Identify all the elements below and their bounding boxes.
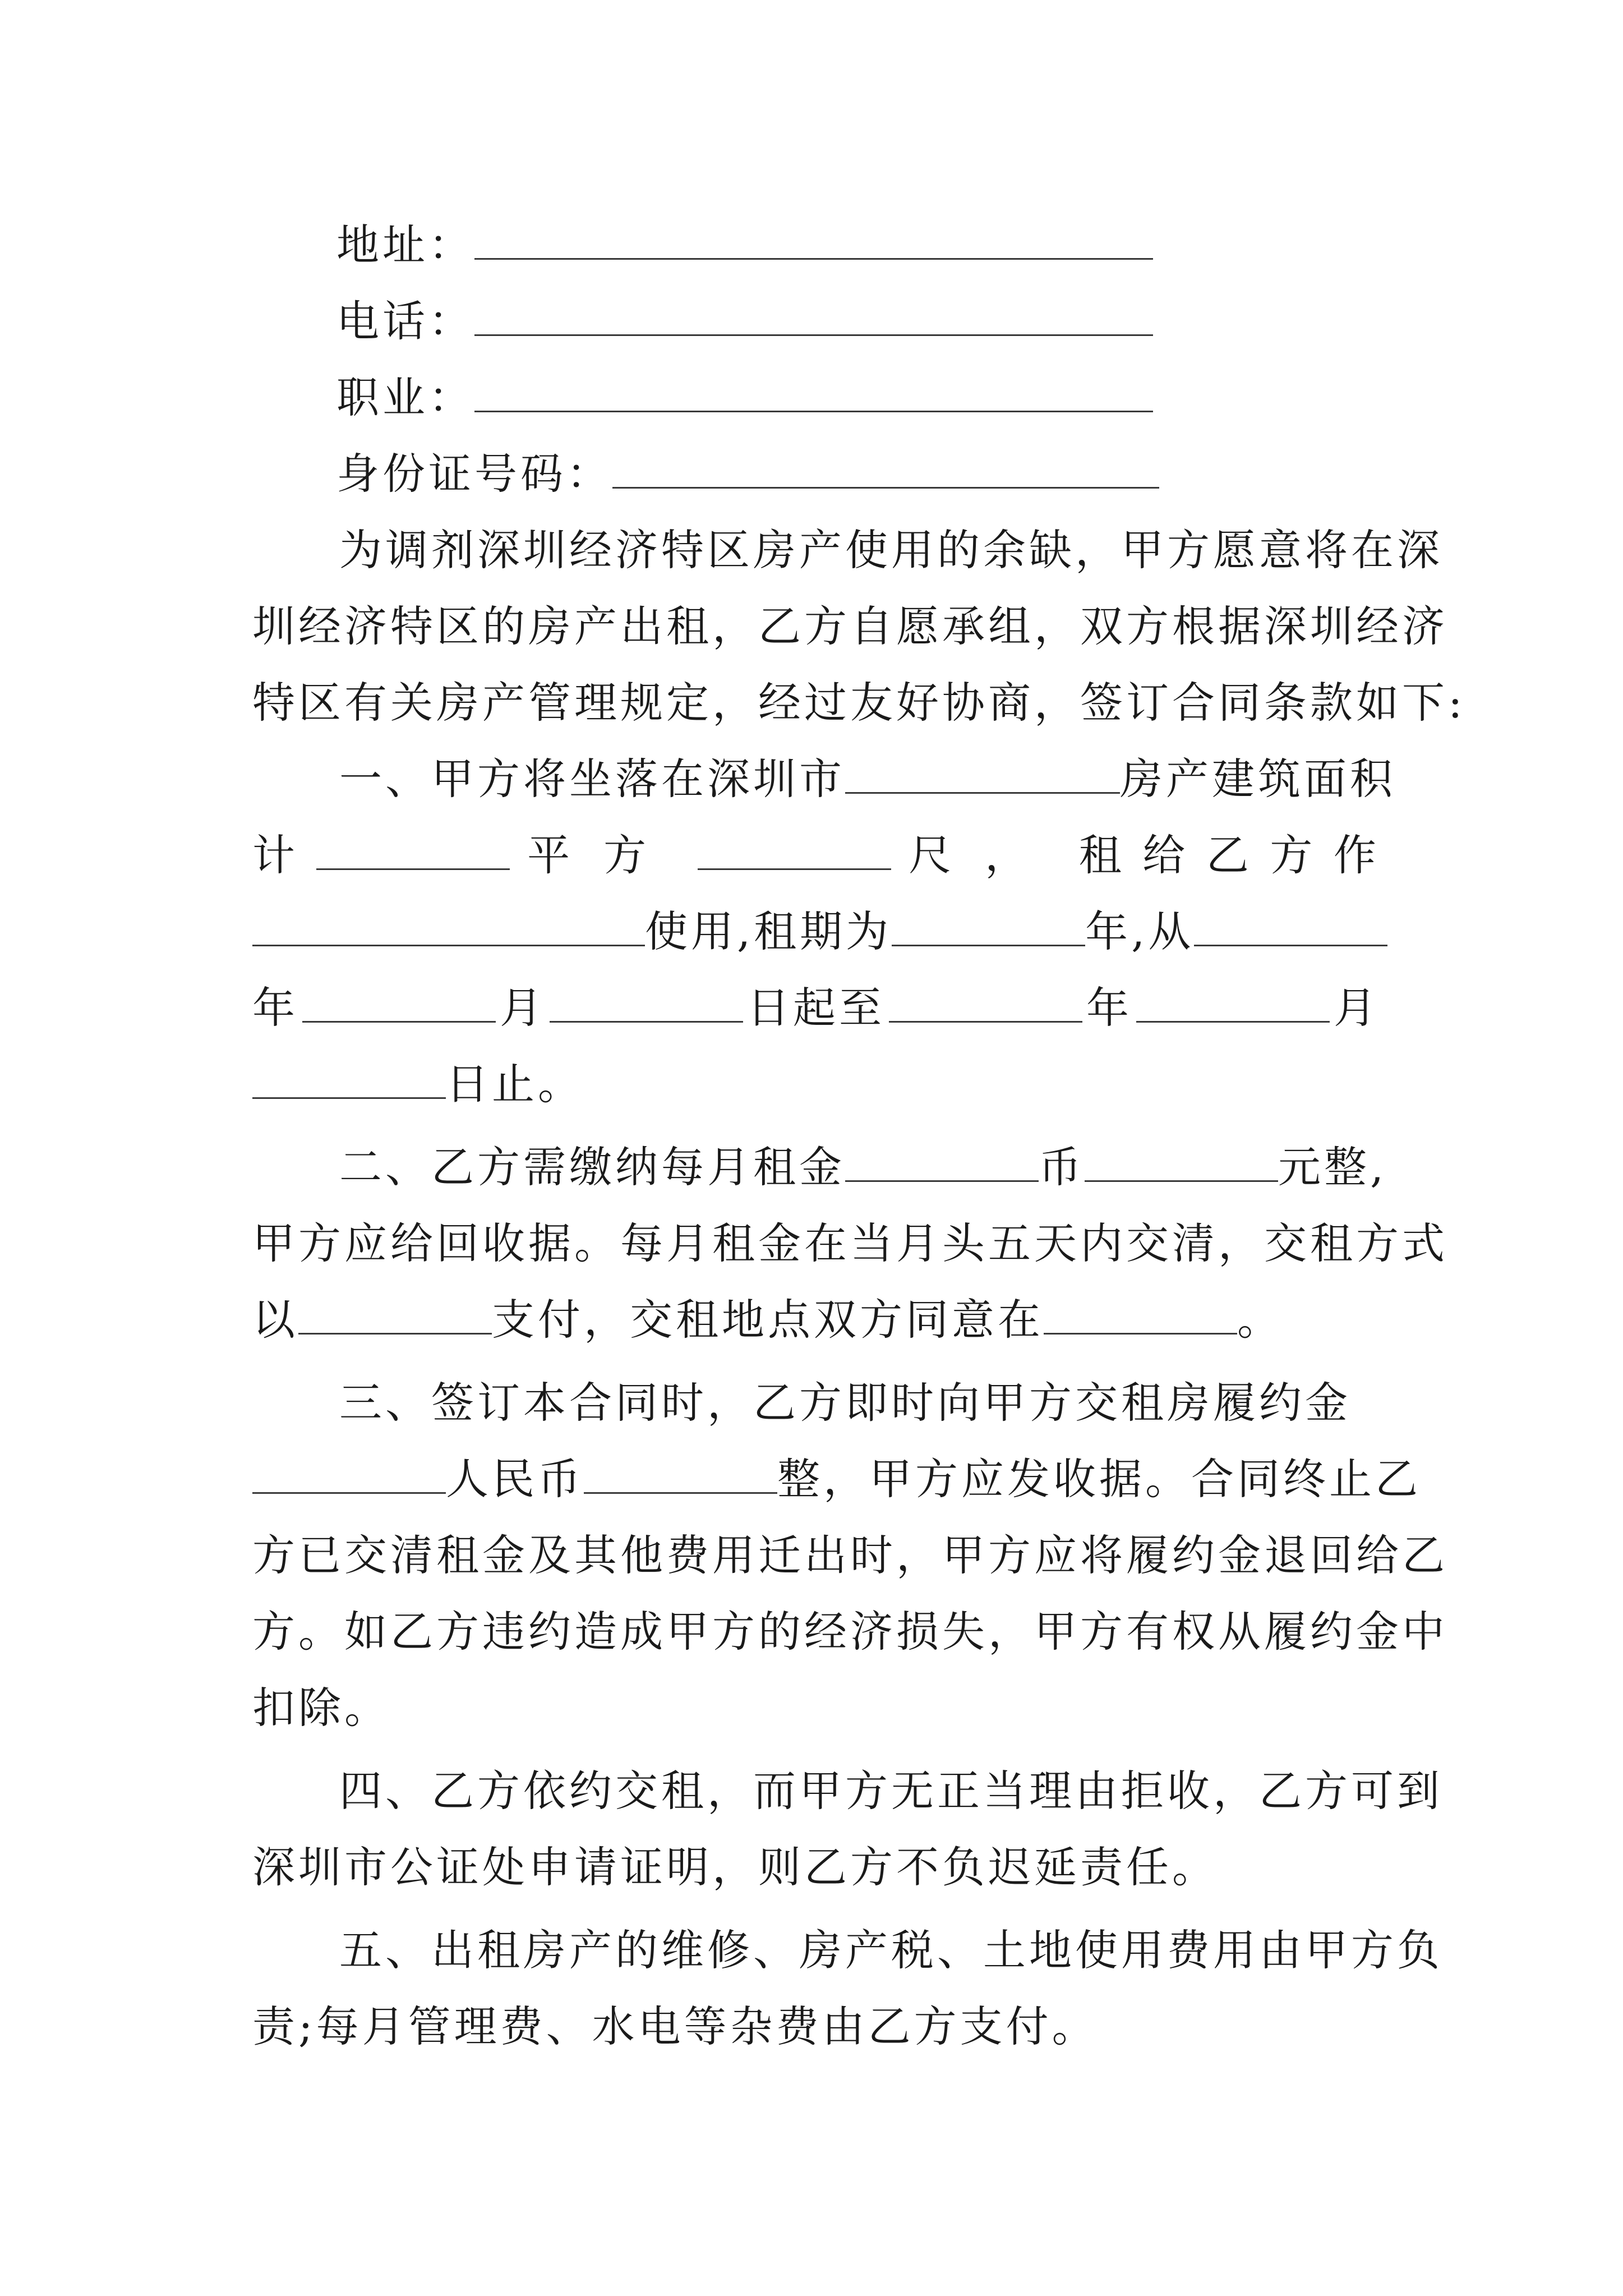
clause-2-end: 。 [1237, 1295, 1283, 1345]
clause-2-payment-method-blank[interactable] [298, 1285, 492, 1335]
clause-1-gei: 给 [1142, 830, 1189, 880]
clause-1-start-year-blank[interactable] [1194, 896, 1387, 946]
address-label: 地址： [336, 220, 474, 270]
clause-1-area-label: 房产建筑面积 [1120, 754, 1396, 804]
clause-1-line-5 [252, 1045, 1380, 1124]
clause-1-use-label: 使用,租期为 [645, 907, 892, 956]
clause-1-start-month-blank[interactable] [302, 973, 496, 1023]
clause-2-line-3 [252, 1281, 1380, 1359]
clause-1-yi: 乙 [1206, 830, 1252, 880]
clause-1-zuo: 作 [1333, 830, 1380, 880]
clause-2-yi: 以 [252, 1295, 298, 1345]
clause-1-end-day-blank[interactable] [252, 1049, 446, 1099]
clause-1-line-3 [252, 892, 1380, 971]
clause-2-bi: 币 [1039, 1142, 1085, 1192]
clause-1-year-from: 年,从 [1085, 907, 1195, 956]
clause-2-amount-blank[interactable] [1085, 1132, 1278, 1182]
clause-2-payment-place-blank[interactable] [1044, 1285, 1237, 1335]
clause-1-yue-2: 月 [1334, 983, 1380, 1033]
clause-1-ji: 计 [252, 830, 298, 880]
clause-2-line-1 [252, 1128, 1387, 1207]
clause-1-term-years-blank[interactable] [892, 896, 1085, 946]
clause-3-rmb: 人民币 [446, 1454, 584, 1504]
clause-1-zu: 租 [1078, 830, 1125, 880]
clause-4-line-2: 深圳市公证处申请证明，则乙方不负迟延责任。 [252, 1842, 1218, 1892]
occupation-blank[interactable] [474, 362, 1153, 412]
phone-label: 电话： [336, 296, 474, 346]
clause-1-end: 日止。 [446, 1059, 584, 1109]
clause-2-yuanzheng: 元整, [1278, 1142, 1387, 1192]
phone-blank[interactable] [474, 286, 1153, 336]
occupation-row [336, 358, 1178, 437]
clause-2-prefix: 二、乙方需缴纳每月租金 [339, 1142, 845, 1192]
clause-3-deposit-blank[interactable] [252, 1444, 446, 1494]
clause-3-line-5: 扣除。 [252, 1683, 390, 1733]
clause-1-line-2 [252, 816, 1380, 895]
clause-1-prefix: 一、甲方将坐落在深圳市 [339, 754, 845, 804]
clause-1-chi: 尺， [909, 830, 1062, 880]
clause-1-location-blank[interactable] [845, 744, 1120, 794]
address-blank[interactable] [474, 210, 1153, 260]
clause-1-end-year-blank[interactable] [889, 973, 1082, 1023]
clause-4-line-1: 四、乙方依约交租，而甲方无正当理由拒收，乙方可到 [339, 1766, 1443, 1816]
clause-3-zheng: 整，甲方应发收据。合同终止乙 [777, 1454, 1421, 1504]
clause-2-line-2: 甲方应给回收据。每月租金在当月头五天内交清，交租方式 [252, 1218, 1448, 1268]
clause-1-area-sqm-blank[interactable] [316, 820, 510, 870]
intro-line-3: 特区有关房产管理规定，经过友好协商，签订合同条款如下: [252, 678, 1466, 728]
phone-row [336, 282, 1178, 361]
intro-line-2: 圳经济特区的房产出租，乙方自愿承组，双方根据深圳经济 [252, 601, 1448, 651]
id-number-blank[interactable] [612, 439, 1159, 489]
clause-1-nian: 年 [252, 983, 298, 1033]
clause-1-line-4 [252, 969, 1380, 1047]
clause-3-line-3: 方已交清租金及其他费用迁出时，甲方应将履约金退回给乙 [252, 1530, 1448, 1580]
clause-5-line-1: 五、出租房产的维修、房产税、土地使用费用由甲方负 [339, 1925, 1443, 1975]
id-number-label: 身份证号码： [336, 449, 612, 499]
clause-3-line-1: 三、签订本合同时，乙方即时向甲方交租房履约金 [339, 1378, 1351, 1428]
clause-1-line-1 [252, 740, 1396, 818]
clause-1-use-blank[interactable] [252, 896, 645, 946]
clause-1-ri-qizhi: 日起至 [747, 983, 885, 1033]
clause-2-zhifu: 支付，交租地点双方同意在 [492, 1295, 1044, 1345]
occupation-label: 职业： [336, 372, 474, 422]
intro-line-1: 为调剂深圳经济特区房产使用的余缺，甲方愿意将在深 [339, 525, 1443, 575]
clause-3-line-4: 方。如乙方违约造成甲方的经济损失，甲方有权从履约金中 [252, 1607, 1448, 1657]
clause-1-nian-2: 年 [1086, 983, 1132, 1033]
id-number-row [336, 435, 1178, 513]
clause-1-end-month-blank[interactable] [1136, 973, 1330, 1023]
clause-3-line-2 [252, 1440, 1421, 1519]
clause-2-currency-blank[interactable] [845, 1132, 1039, 1182]
clause-1-area-sqft-blank[interactable] [698, 820, 891, 870]
clause-1-pingfang: 平方 [527, 830, 680, 880]
clause-3-rmb-amount-blank[interactable] [584, 1444, 777, 1494]
address-row [336, 206, 1178, 284]
clause-1-start-day-blank[interactable] [550, 973, 743, 1023]
clause-1-yue: 月 [500, 983, 546, 1033]
clause-5-line-2: 责;每月管理费、水电等杂费由乙方支付。 [252, 2001, 1098, 2051]
clause-1-fang: 方 [1270, 830, 1316, 880]
